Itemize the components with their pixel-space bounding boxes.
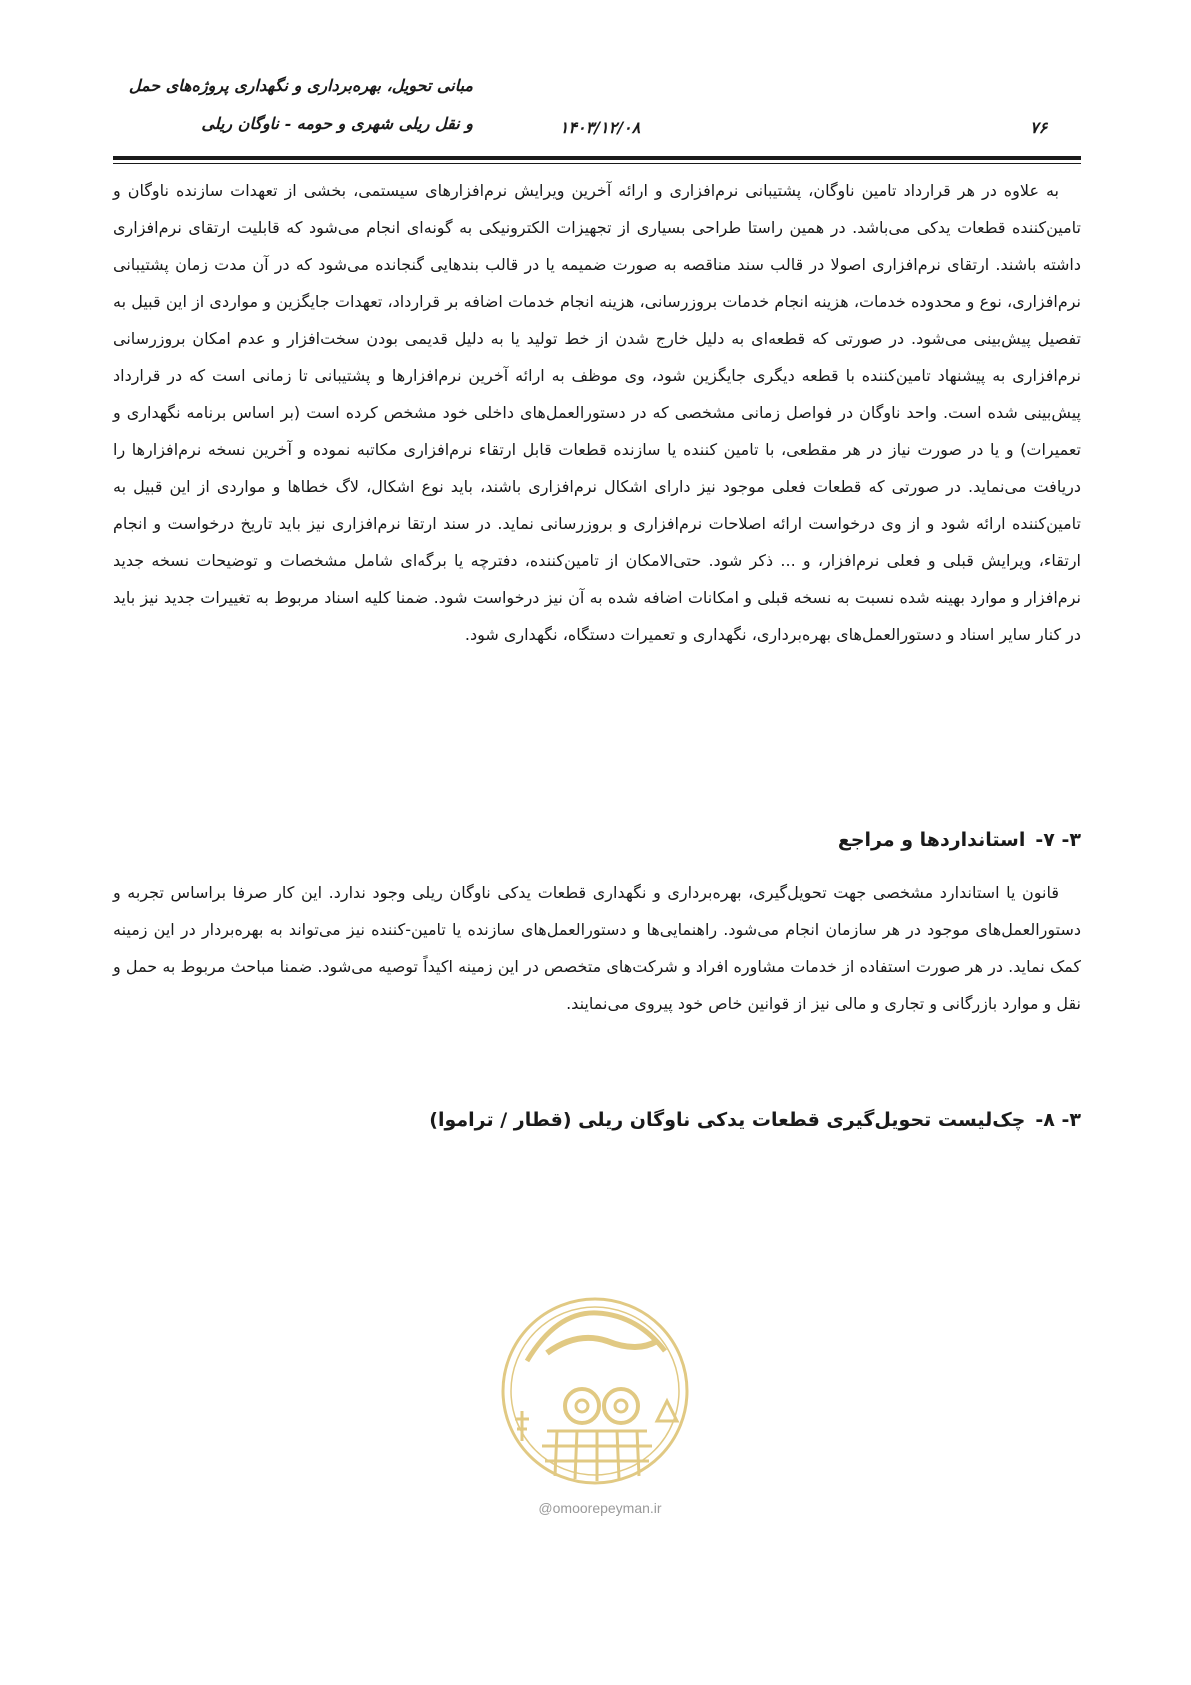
section-number: ۳- ۸- [1035,1109,1081,1131]
section-number: ۳- ۷- [1035,829,1081,851]
paragraph-standards: قانون یا استاندارد مشخصی جهت تحویل‌گیری، بهره‌برداری و نگهداری قطعات یدکی ناوگان ریلی وجود ندارد. این کار صرفا براساس تجربه و دستورالعمل‌های موجود در هر سازمان انجام می‌شود. راهنمایی‌ها و دستورالعمل‌های سازنده یا تامین-کننده نیز می‌تواند به بهره‌بردار در این زمینه کمک نماید. در هر صورت استفاده از خدمات مشاوره افراد و شرکت‌های متخصص در این زمینه اکیداً توصیه می‌شود. ضمنا مباحث مربوط به حمل و نقل و موارد بازرگانی و تجاری و مالی نیز از قوانین خاص خود پیروی می‌نمایند. [113,883,1081,1013]
watermark-logo [487,1291,707,1491]
page-number: ۷۶ [1030,118,1048,137]
header-rule-thick [113,156,1081,160]
page-body [113,172,1081,1146]
section-title: استانداردها و مراجع [837,829,1026,851]
watermark-logo-graphic [487,1291,707,1491]
watermark-url: @omoorepeyman.ir [538,1500,662,1516]
section-heading-standards [113,818,1081,866]
section-title: چک‌لیست تحویل‌گیری قطعات یدکی ناوگان ریلی (قطار / تراموا) [429,1109,1026,1131]
section-heading-checklist [113,1098,1081,1146]
page-header [0,0,1191,170]
paragraph-software-support: به علاوه در هر قرارداد تامین ناوگان، پشتیبانی نرم‌افزاری و ارائه آخرین ویرایش نرم‌افزارهای سیستمی، بخشی از تعهدات سازنده ناوگان و تامین‌کننده قطعات یدکی می‌باشد. در همین راستا طراحی بسیاری از تجهیزات الکترونیکی به گونه‌ای انجام می‌شود که قابلیت ارتقای نرم‌افزاری داشته باشند. ارتقای نرم‌افزاری اصولا در قالب سند مناقصه به صورت ضمیمه یا در قالب بندهایی گنجانده می‌شود که در آن مدت زمان پشتیبانی نرم‌افزاری، نوع و محدوده خدمات، هزینه انجام خدمات بروزرسانی، هزینه انجام خدمات اضافه بر قرارداد، تعهدات جایگزین و مواردی از این قبیل به تفصیل پیش‌بینی می‌شود. در صورتی که قطعه‌ای به دلیل خارج شدن از خط تولید یا به دلیل قدیمی بودن سخت‌افزار و عدم امکان بروزرسانی نرم‌افزاری به پیشنهاد تامین‌کننده با قطعه دیگری جایگزین شود، وی موظف به ارائه آخرین نرم‌افزارها و پشتیبانی تا زمانی است که در قرارداد پیش‌بینی شده است. واحد ناوگان در فواصل زمانی مشخصی که در دستورالعمل‌های داخلی خود مشخص کرده است (بر اساس برنامه نگهداری و تعمیرات) و یا در صورت نیاز در هر مقطعی، با تامین کننده یا سازنده قطعات قابل ارتقاء نرم‌افزاری مکاتبه نموده و آخرین نسخه نرم‌افزارها را دریافت می‌نماید. در صورتی که قطعات فعلی موجود نیز دارای اشکال نرم‌افزاری باشند، باید نوع اشکال، لاگ خطاها و مواردی از این قبیل به تامین‌کننده ارائه شود و از وی درخواست ارائه اصلاحات نرم‌افزاری و بروزرسانی نماید. در سند ارتقا نرم‌افزاری نیز باید تاریخ درخواست و انجام ارتقاء، ویرایش قبلی و فعلی نرم‌افزار، و ... ذکر شود. حتی‌الامکان از تامین‌کننده، دفترچه یا برگه‌ای شامل مشخصات و توضیحات نسخه جدید نرم‌افزار و موارد بهینه شده نسبت به نسخه قبلی و امکانات اضافه شده به آن نیز درخواست شود. ضمنا کلیه اسناد مربوط به تغییرات جدید نیز باید در کنار سایر اسناد و دستورالعمل‌های بهره‌برداری، نگهداری و تعمیرات دستگاه، نگهداری شود. [113,181,1081,644]
header-title-line-2: و نقل ریلی شهری و حومه - ناوگان ریلی [201,114,473,133]
header-date: ۱۴۰۳/۱۲/۰۸ [559,118,641,137]
header-rule-thin [113,163,1081,164]
header-title-line-1: مبانی تحویل، بهره‌برداری و نگهداری پروژه‌های حمل [128,76,473,95]
